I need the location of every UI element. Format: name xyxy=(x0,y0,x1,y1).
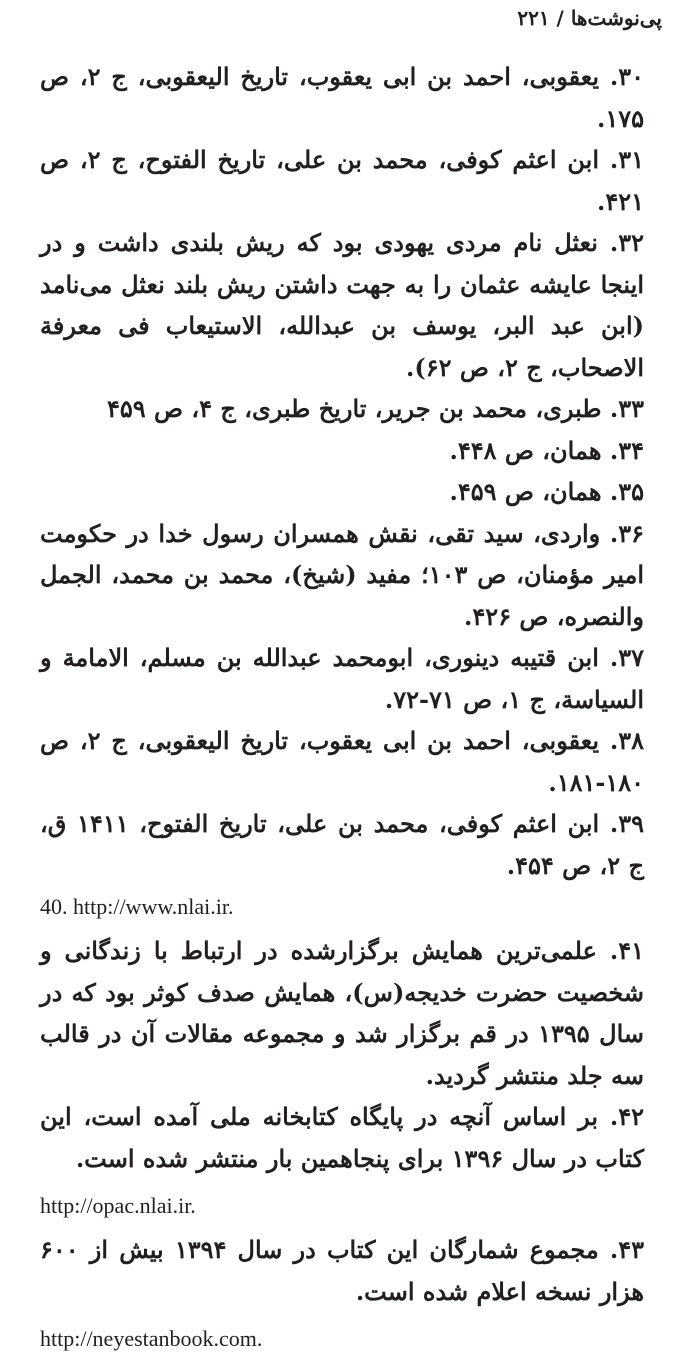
footnote-34: ۳۴. همان، ص ۴۴۸. xyxy=(449,435,644,465)
footnote-42-url: http://opac.nlai.ir. xyxy=(40,1193,196,1218)
footnote-32: ۳۲. نعثل نام مردی یهودی بود که ریش بلندی داشت و در اینجا عایشه عثمان را به جهت داشتن ریش بلند نعثل می‌نامد (ابن عبد البر، یوسف بن عبدالله، الاستیعاب فی معرفة الاصحاب، ج ۲، ص ۶۲). xyxy=(40,228,644,382)
footnote-36: ۳۶. واردی، سید تقی، نقش همسران رسول خدا در حکومت امیر مؤمنان، ص ۱۰۳؛ مفید (شیخ)، محمد بن محمد، الجمل والنصره، ص ۴۲۶. xyxy=(40,518,644,631)
footnote-38: ۳۸. یعقوبی، احمد بن ابی یعقوب، تاریخ الیعقوبی، ج ۲، ص ۱۸۰-۱۸۱. xyxy=(40,726,644,797)
footnotes-list xyxy=(40,56,665,1362)
footnote-41: ۴۱. علمی‌ترین همایش برگزارشده در ارتباط با زندگانی و شخصیت حضرت خدیجه(س)، همایش صدف کوثر بود که در سال ۱۳۹۵ در قم برگزار شد و مجموعه مقالات آن در قالب سه جلد منتشر گردید. xyxy=(40,936,644,1090)
footnote-33: ۳۳. طبری، محمد بن جریر، تاریخ طبری، ج ۴، ص ۴۵۹ xyxy=(106,394,644,423)
footnote-39: ۳۹. ابن اعثم کوفی، محمد بن علی، تاریخ الفتوح، ۱۴۱۱ ق، ج ۲، ص ۴۵۴. xyxy=(40,809,644,880)
footnote-31: ۳۱. ابن اعثم کوفی، محمد بن علی، تاریخ الفتوح، ج ۲، ص ۴۲۱. xyxy=(40,145,644,216)
running-header: پی‌نوشت‌ها / ۲۲۱ xyxy=(517,6,662,30)
footnote-42: ۴۲. بر اساس آنچه در پایگاه کتابخانه ملی آمده است، این کتاب در سال ۱۳۹۶ برای پنجاهمین بار منتشر شده است. xyxy=(40,1102,644,1173)
footnote-30: ۳۰. یعقوبی، احمد بن ابی یعقوب، تاریخ الیعقوبی، ج ۲، ص ۱۷۵. xyxy=(40,62,644,133)
footnote-35: ۳۵. همان، ص ۴۵۹. xyxy=(449,477,644,506)
footnote-37: ۳۷. ابن قتیبه دینوری، ابومحمد عبدالله بن مسلم، الامامة و السیاسة، ج ۱، ص ۷۱-۷۲. xyxy=(40,643,644,714)
footnote-43: ۴۳. مجموع شمارگان این کتاب در سال ۱۳۹۴ بیش از ۶۰۰ هزار نسخه اعلام شده است. xyxy=(40,1235,645,1306)
footnote-43-url: http://neyestanbook.com. xyxy=(40,1326,263,1351)
footnote-40-url: 40. http://www.nlai.ir. xyxy=(40,894,234,919)
